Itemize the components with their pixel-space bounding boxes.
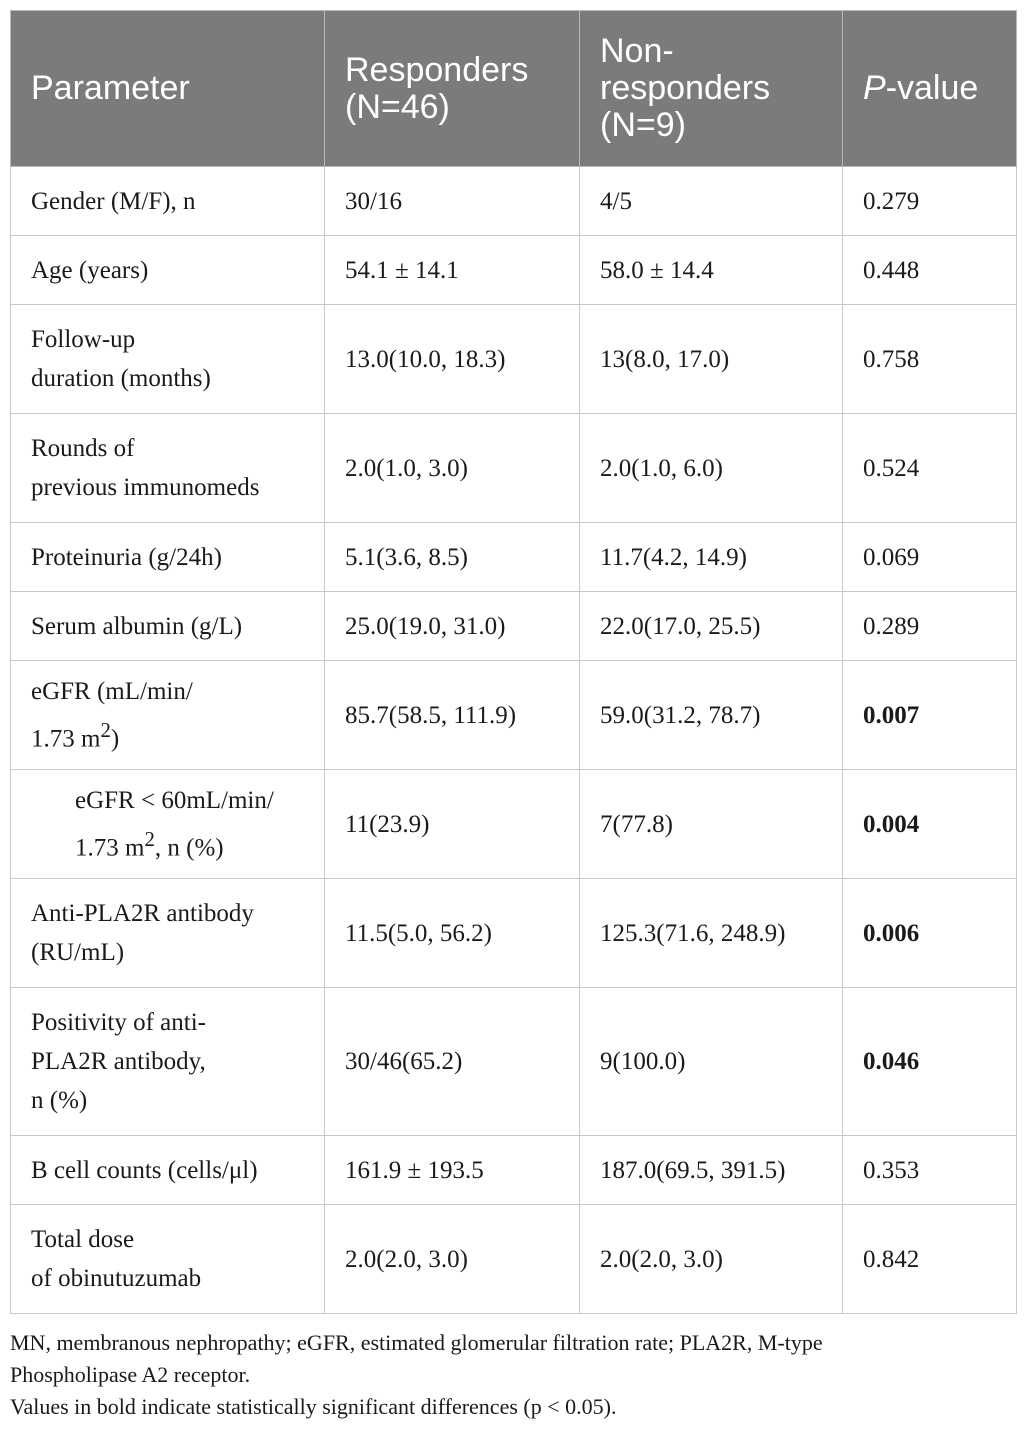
param-text: Proteinuria (g/24h) [31, 543, 222, 571]
cell-parameter [11, 236, 325, 305]
table-header-row [11, 11, 1017, 167]
abbreviations-line2: Phospholipase A2 receptor. [10, 1362, 251, 1387]
bold-values-note: Values in bold indicate statistically significant differences (p < 0.05). [10, 1394, 617, 1419]
param-text-line2: 1.73 m [75, 834, 145, 862]
cell-nonresponders: 7(77.8) [580, 770, 843, 879]
cell-nonresponders: 13(8.0, 17.0) [580, 305, 843, 414]
param-superscript: 2 [144, 826, 155, 851]
cell-nonresponders: 11.7(4.2, 14.9) [580, 523, 843, 592]
cell-pvalue: 0.289 [843, 592, 1017, 661]
header-nonresponders [580, 11, 843, 167]
cell-nonresponders: 58.0 ± 14.4 [580, 236, 843, 305]
cell-responders: 11.5(5.0, 56.2) [325, 879, 580, 988]
table-row [11, 770, 1017, 879]
param-text-line1: Total dose [31, 1226, 135, 1253]
cell-responders: 13.0(10.0, 18.3) [325, 305, 580, 414]
param-text-line1: eGFR < 60mL/min/ [75, 786, 274, 814]
param-text-line1: Anti-PLA2R antibody [31, 900, 254, 927]
cell-responders: 54.1 ± 14.1 [325, 236, 580, 305]
cell-pvalue: 0.842 [843, 1205, 1017, 1314]
table-row [11, 592, 1017, 661]
cell-responders: 161.9 ± 193.5 [325, 1136, 580, 1205]
cell-responders: 11(23.9) [325, 770, 580, 879]
param-text-line2: (RU/mL) [31, 939, 125, 966]
cell-pvalue: 0.758 [843, 305, 1017, 414]
param-text-line2-end: ) [110, 725, 120, 753]
cell-pvalue-significant: 0.004 [843, 770, 1017, 879]
header-nonresponders-line3: (N=9) [600, 106, 686, 144]
cell-nonresponders: 9(100.0) [580, 988, 843, 1136]
cell-parameter [11, 167, 325, 236]
cell-parameter [11, 523, 325, 592]
param-text: B cell counts (cells/μl) [31, 1156, 258, 1184]
cell-pvalue-significant: 0.046 [843, 988, 1017, 1136]
cell-responders: 85.7(58.5, 111.9) [325, 661, 580, 770]
header-pvalue-italic: P [863, 69, 886, 107]
cell-nonresponders: 2.0(2.0, 3.0) [580, 1205, 843, 1314]
cell-parameter [11, 305, 325, 414]
param-text: Age (years) [31, 256, 149, 284]
cell-pvalue: 0.524 [843, 414, 1017, 523]
param-superscript: 2 [100, 717, 111, 742]
cell-parameter [11, 1205, 325, 1314]
cell-responders: 5.1(3.6, 8.5) [325, 523, 580, 592]
header-pvalue-rest: -value [885, 69, 979, 107]
table-row [11, 879, 1017, 988]
header-responders-line1: Responders [345, 50, 529, 89]
cell-pvalue-significant: 0.007 [843, 661, 1017, 770]
cell-pvalue: 0.353 [843, 1136, 1017, 1205]
cell-parameter [11, 879, 325, 988]
param-text-line1: Follow-up [31, 326, 136, 353]
param-text-line2-end: , n (%) [154, 834, 224, 862]
cell-parameter-indented [11, 770, 325, 879]
param-text: Serum albumin (g/L) [31, 612, 243, 640]
param-text-line3: n (%) [31, 1087, 88, 1114]
table-row [11, 236, 1017, 305]
cell-nonresponders: 22.0(17.0, 25.5) [580, 592, 843, 661]
table-row [11, 167, 1017, 236]
cell-responders: 25.0(19.0, 31.0) [325, 592, 580, 661]
cell-responders: 2.0(1.0, 3.0) [325, 414, 580, 523]
header-responders [325, 11, 580, 167]
param-text-line1: Rounds of [31, 435, 135, 462]
header-parameter-text: Parameter [31, 69, 190, 107]
table-row [11, 305, 1017, 414]
cell-parameter [11, 661, 325, 770]
header-nonresponders-line2: responders [600, 69, 771, 107]
header-responders-line2: (N=46) [345, 87, 450, 126]
cell-pvalue: 0.069 [843, 523, 1017, 592]
cell-pvalue-significant: 0.006 [843, 879, 1017, 988]
cell-parameter [11, 592, 325, 661]
table-footnotes [10, 1327, 1020, 1423]
cell-nonresponders: 4/5 [580, 167, 843, 236]
param-text-line2: PLA2R antibody, [31, 1048, 206, 1075]
cell-responders: 30/46(65.2) [325, 988, 580, 1136]
cell-pvalue: 0.448 [843, 236, 1017, 305]
table-row [11, 523, 1017, 592]
param-text-line1: eGFR (mL/min/ [31, 677, 193, 705]
abbreviations-line1: MN, membranous nephropathy; eGFR, estimated glomerular filtration rate; PLA2R, M-type [10, 1330, 823, 1355]
abbreviations-note [10, 1327, 1020, 1391]
cell-responders: 30/16 [325, 167, 580, 236]
table-row [11, 661, 1017, 770]
table-container [10, 10, 1016, 1423]
header-pvalue [843, 11, 1017, 167]
table-row [11, 414, 1017, 523]
cell-parameter [11, 414, 325, 523]
param-text: Gender (M/F), n [31, 187, 196, 215]
table-row [11, 1136, 1017, 1205]
cell-responders: 2.0(2.0, 3.0) [325, 1205, 580, 1314]
cell-parameter [11, 1136, 325, 1205]
comparison-table [10, 10, 1017, 1314]
cell-nonresponders: 187.0(69.5, 391.5) [580, 1136, 843, 1205]
param-text-line2: duration (months) [31, 365, 211, 392]
cell-parameter [11, 988, 325, 1136]
table-row [11, 1205, 1017, 1314]
param-text-line1: Positivity of anti- [31, 1009, 206, 1036]
param-text-line2: of obinutuzumab [31, 1265, 202, 1292]
table-row [11, 988, 1017, 1136]
param-text-line2: previous immunomeds [31, 474, 260, 501]
cell-nonresponders: 125.3(71.6, 248.9) [580, 879, 843, 988]
param-text-line2: 1.73 m [31, 725, 101, 753]
cell-nonresponders: 59.0(31.2, 78.7) [580, 661, 843, 770]
header-parameter [11, 11, 325, 167]
cell-nonresponders: 2.0(1.0, 6.0) [580, 414, 843, 523]
cell-pvalue: 0.279 [843, 167, 1017, 236]
header-nonresponders-line1: Non- [600, 32, 674, 70]
